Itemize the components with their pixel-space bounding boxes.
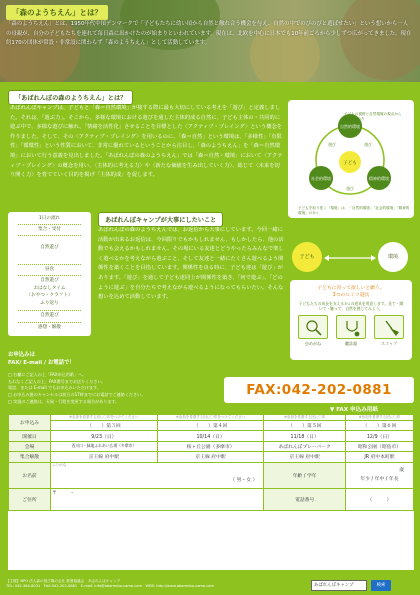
session-choice-5[interactable]: （ ）第５回 (264, 421, 346, 431)
schedule-item: （おやつ・クラフト） (26, 293, 73, 298)
secret-tools-desc: 子どもたちの成長を支える3つの道具を用意します。見て・聞いて・触って、自然を感じてみよう。 (298, 301, 404, 312)
session-meeting-point: 京王線 府中駅 (264, 452, 346, 462)
session-choice-4[interactable]: （ ）第４回 (157, 421, 264, 431)
session-venue: 西川口・緑地ふれあい広場（多摩市） (51, 441, 158, 451)
phone-field[interactable]: （ ） (345, 488, 413, 510)
form-label-age: 年齢 / 学年 (264, 462, 346, 488)
node-label: 社会的環境 (311, 176, 331, 181)
search-button[interactable]: 検索 (371, 580, 391, 591)
tool-label: 聴診器 (345, 341, 357, 346)
form-label-phone: 電話番号 (264, 488, 346, 510)
schedule-item: おはなしタイム (33, 286, 66, 291)
session-venue: 桜ヶ丘公園（多摩市） (157, 441, 264, 451)
schedule-item: ふり返り (40, 301, 59, 306)
tool-label: 虫めがね (305, 341, 321, 346)
edge-label: 遊び (346, 186, 354, 191)
session-meeting-point: JR 府中本町駅 (345, 452, 413, 462)
child-circle: 子ども (292, 242, 322, 272)
day-schedule (8, 212, 91, 336)
center-label: 子ども (343, 161, 357, 166)
secret-tools-title: 子どもに育って欲しいと願う。 3つのヒミツ道具 (317, 286, 385, 298)
shovel-icon (374, 315, 404, 339)
schedule-item: 自然遊び (40, 278, 59, 283)
section-title-about: 「あばれんぼの森のようちえん」とは？ (8, 90, 133, 105)
search-input[interactable]: あばれんぼキャンプ (311, 580, 367, 591)
schedule-item: 自然遊び (40, 313, 59, 318)
footer (0, 577, 420, 595)
session-date: 10/14（日） (157, 431, 264, 441)
banner-title: 「森のようちえん」とは？ (6, 5, 108, 20)
environment-circle: 環境 (378, 242, 408, 272)
photo-banner (0, 0, 420, 82)
schedule-item: 自然遊び (40, 245, 59, 250)
edge-label: 遊び (364, 142, 372, 147)
form-label-venue: 会場 (9, 441, 51, 451)
form-label-address: ご住所 (9, 488, 51, 510)
session-venue: あばれんぼプレーパーク (264, 441, 346, 451)
edge-label: 遊び (328, 142, 336, 147)
age-field[interactable]: 歳 年少 / 年中 / 年長 (345, 462, 413, 488)
schedule-item: 感想・解散 (38, 325, 61, 330)
session-date: 12/9（日） (345, 431, 413, 441)
application-heading: お申込みは FAX/ E-mail / お電話で！ (8, 352, 75, 366)
session-meeting-point: 京王線 府中駅 (51, 452, 158, 462)
diagram-note-top: 子どもの視野と自然環境の視点から見た3つの力 (344, 112, 402, 121)
application-notes: □ 右欄にご記入の上「FAX申込用紙」へ。 もれなくご記入の上、FAX番号までお送りください。 電話、または E-mail でもお申込みいただけます。 □ お申込み後のキャンセルは前日の17時までにお電話でご連絡ください。 □ 実施のご連絡は、天候・行程を変更する場合があります。 (8, 372, 146, 404)
form-label-name: お名前 (9, 462, 51, 488)
magnifier-icon (298, 315, 328, 339)
stethoscope-icon (336, 315, 366, 339)
session-meeting-point: 京王線 府中駅 (157, 452, 264, 462)
double-arrow-icon (324, 255, 376, 261)
session-choice-3[interactable]: （ ）第３回 (51, 421, 158, 431)
fax-application-form: お申込み ※参加を希望する回に〇印をつけてください ※参加を希望する回に〇印をつけてください ※参加を希望する回に〇印 ※参加を希望する回に〇印 （ ）第３回 （ ）第４回 （ ）第５回 （ ）第６回 開催日 9/23（日） 10/14（日） 11/18（日） 12/9（日） 会場 西川口・緑地ふれあい広場（多摩市） 桜ヶ丘公園（多摩市） あばれんぼプレーパーク 昭和公園（昭島市） 集合解散 京王線 府中駅 京王線 府中駅 京王線 府中駅 JR 府中本町駅 お名前 ふりがな （ 男・女 ） 年齢 / 学年 歳 年少 / 年中 / 年長 ご住所 〒 - 電話番号 （ ） (8, 414, 414, 570)
gender-choice[interactable]: （ 男・女 ） (230, 477, 258, 483)
schedule-heading: 1日の流れ (38, 216, 61, 221)
diagram-note-bottom: 子どもを取り巻く「環境」は、「自然的環境」「社会的環境」「精神的環境」の3つ (298, 206, 410, 215)
section-text-values: あばれんぼの森のようちえんでは、お返信から大事にしています。今回一緒に活動が出来るお返信は、今回限りでもかもしれません、もしかしたら、他の活動でも会えるかもしれません。その場にいる友達とどうやったらみんなで楽しく遊べるかを考えながら遊ぶこと、そして友達と一緒にたくさん遊べるよう関係性を築くことを目指しています。関係性を良る時に、子ども達は「遊び」があります。「遊び」を通して子ども達同士が関係性を築き、「何で遊ぶ」、「どのように遊ぶ」を自分たちで考えながら遊べるようになってもらいたい。そんな想いを込めて活動しています。 (98, 227, 284, 301)
session-choice-6[interactable]: （ ）第６回 (345, 421, 413, 431)
tool-label: スコップ (381, 341, 397, 346)
address-field[interactable]: 〒 - (51, 488, 264, 510)
node-label: 精神的環境 (369, 176, 389, 181)
section-text-about: あばれんぼキャンプは、子どもと「森＝自然環境」が接する際に最も大切にしている考えを「遊び」と定義しました。それは、「遊ぶ力」。そこから、多様な環境における遊びを通した主体的成る自然に、子ども主体の・共同的に遊ぶ中で、多様な遊びに触れ、「情緒を活性化」させることを目標とした〈アクティブ・プレイング〉という概念を作りました。そして、その〈アクティブ・プレイング〉を用いるのに、「森＝自然」という環境は、「多様性」「有限性」「循環性」という性質において、非常に優れているということから注目し、「森のようちえん」を「森＝自然環境」において行う意義を見出しました。「あばれんぼの森のようちえん」では「森＝自然・環境」において〈アクティブ・プレイング〉の概念を用い、〈主体的に考える力〉や〈新たな価値を生み出していく力〉、総じて〈未来を切り開く力〉を育てていく目的を掲げ「主体的成」を促します。 (10, 105, 283, 179)
fax-number[interactable]: FAX:042-202-0881 (224, 377, 414, 403)
fax-form-label: ▼ FAX 申込み用紙 (330, 407, 378, 413)
schedule-item: 昼食 (44, 267, 55, 272)
session-venue: 昭和公園（昭島市） (345, 441, 413, 451)
node-label: 自然的環境 (340, 124, 360, 129)
session-date: 9/23（日） (51, 431, 158, 441)
secret-tools-box (290, 280, 412, 360)
child-environment-diagram (292, 238, 412, 278)
name-field[interactable]: ふりがな （ 男・女 ） (51, 462, 264, 488)
section-title-values: あばれんぼキャンプが大事にしたいこと (98, 212, 223, 227)
form-label-date: 開催日 (9, 431, 51, 441)
footer-info: 【主催】NPO 法人森の遊び場の会社 推進協議会 あばれんぼキャンプ TEL: 042-364-8031 FAX:042-202-0881 E-mail: info@abarenbo-camp.com WEB: http://www.abarenbo-camp.com (6, 579, 215, 589)
form-label-apply: お申込み (9, 415, 51, 431)
schedule-item: 集合・受付 (38, 227, 61, 232)
session-date: 11/18（日） (264, 431, 346, 441)
banner-description: 「森のようちえん」とは、1950年代中頃デンマークで「子どもたちに幼い頃から自然と触れ合う機会を与え、自然の中でのびのびと遊ばせたい」という想いから一人の母親が、自分の子どもたちを連れて毎日森に出かけたのが始まりといわれています。現在は、北欧を中心に日本でも10年前ごろから少しずつ広がってきました。現在約170の団体が常設・非常設に関わらず「森のようちえん」として活動しています。 (6, 21, 412, 46)
form-label-meet: 集合解散 (9, 452, 51, 462)
